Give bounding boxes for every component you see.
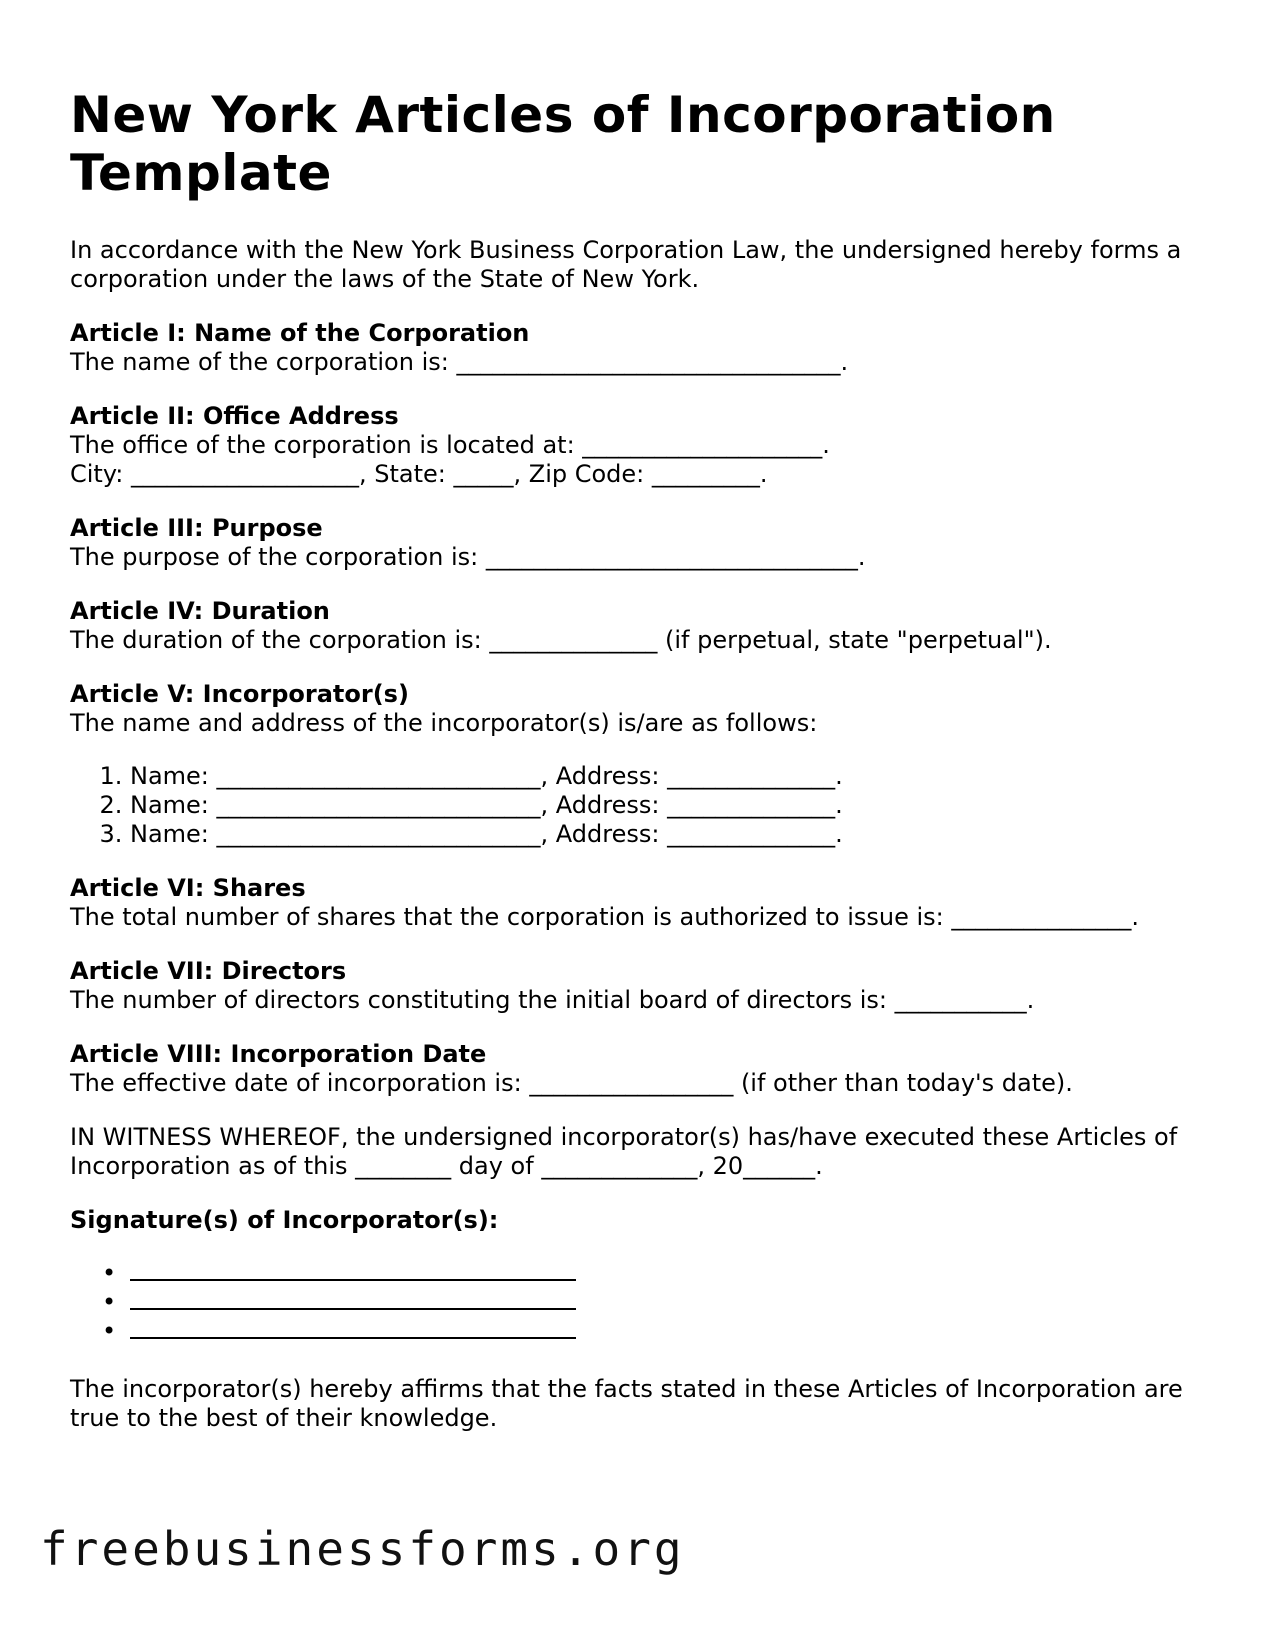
- article-2: [70, 402, 1200, 489]
- signatures-heading: Signature(s) of Incorporator(s):: [70, 1206, 499, 1234]
- article-text: The purpose of the corporation is: _______________________________.: [70, 543, 866, 571]
- signature-line: [130, 1288, 576, 1310]
- article-text: City: ___________________, State: _____, Zip Code: _________.: [70, 460, 768, 488]
- bullet-icon: •: [102, 1317, 117, 1345]
- signature-line-item: [102, 1317, 1200, 1346]
- document-page: [70, 86, 1200, 1433]
- article-heading: Article VII: Directors: [70, 957, 347, 985]
- list-item: 2. Name: ___________________________, Address: ______________.: [130, 791, 1200, 820]
- signature-line-item: [102, 1288, 1200, 1317]
- signature-line-item: [102, 1259, 1200, 1288]
- article-heading: Article I: Name of the Corporation: [70, 319, 530, 347]
- article-5: [70, 680, 1200, 849]
- article-7: [70, 957, 1200, 1015]
- article-1: [70, 319, 1200, 377]
- article-6: [70, 874, 1200, 932]
- signature-line: [130, 1259, 576, 1281]
- article-heading: Article II: Office Address: [70, 402, 399, 430]
- intro-paragraph: In accordance with the New York Business Corporation Law, the undersigned hereby forms a corporation under the laws of the State of New York.: [70, 236, 1182, 293]
- incorporator-list: [70, 762, 1200, 849]
- article-heading: Article VI: Shares: [70, 874, 306, 902]
- article-heading: Article V: Incorporator(s): [70, 680, 409, 708]
- article-heading: Article IV: Duration: [70, 597, 330, 625]
- list-item: 3. Name: ___________________________, Address: ______________.: [130, 820, 1200, 849]
- list-item: 1. Name: ___________________________, Address: ______________.: [130, 762, 1200, 791]
- signature-list: [70, 1259, 1200, 1346]
- article-8: [70, 1040, 1200, 1098]
- article-heading: Article VIII: Incorporation Date: [70, 1040, 487, 1068]
- watermark: freebusinessforms.org: [40, 1522, 685, 1576]
- article-heading: Article III: Purpose: [70, 514, 323, 542]
- signature-line: [130, 1317, 576, 1339]
- article-text: The name of the corporation is: ________________________________.: [70, 348, 849, 376]
- article-4: [70, 597, 1200, 655]
- article-text: The number of directors constituting the initial board of directors is: ___________.: [70, 986, 1035, 1014]
- witness-paragraph: IN WITNESS WHEREOF, the undersigned incorporator(s) has/have executed these Articles of Incorporation as of this ________ day of _____________, 20______.: [70, 1123, 1178, 1180]
- article-3: [70, 514, 1200, 572]
- article-text: The effective date of incorporation is: _________________ (if other than today's date).: [70, 1069, 1073, 1097]
- affirmation-paragraph: The incorporator(s) hereby affirms that the facts stated in these Articles of Incorporation are true to the best of their knowledge.: [70, 1375, 1183, 1432]
- bullet-icon: •: [102, 1288, 117, 1316]
- article-text: The office of the corporation is located at: ____________________.: [70, 431, 830, 459]
- article-text: The name and address of the incorporator(s) is/are as follows:: [70, 709, 818, 737]
- article-text: The total number of shares that the corporation is authorized to issue is: _______________.: [70, 903, 1140, 931]
- page-title: New York Articles of Incorporation Template: [70, 86, 1056, 202]
- article-text: The duration of the corporation is: ______________ (if perpetual, state "perpetual").: [70, 626, 1052, 654]
- bullet-icon: •: [102, 1259, 117, 1287]
